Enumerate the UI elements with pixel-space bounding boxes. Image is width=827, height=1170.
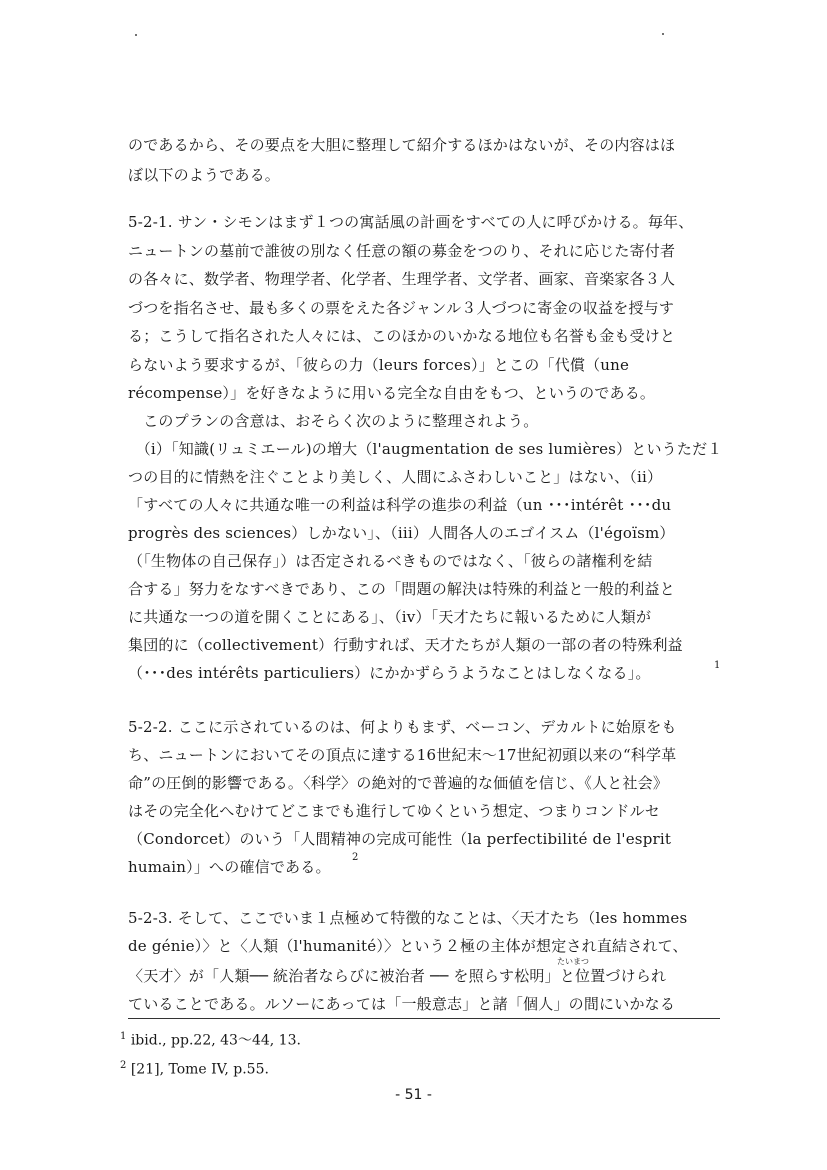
body-line: らないよう要求するが、「彼らの力（leurs forces）」とこの「代償（une bbox=[128, 356, 630, 374]
footnote-text: [21], Tome IV, p.55. bbox=[126, 1061, 269, 1078]
body-line: récompense）」を好きなように用いる完全な自由をもつ、というのである。 bbox=[128, 384, 656, 402]
section-heading-line: 5-2-1. サン・シモンはまず１つの寓話風の計画をすべての人に呼びかける。毎年、 bbox=[128, 213, 694, 231]
body-line: de génie）〉と〈人類（l'humanité）〉という２極の主体が想定され直結されて、 bbox=[128, 937, 688, 955]
footnote-text: ibid., pp.22, 43～44, 13. bbox=[126, 1032, 301, 1049]
body-line: 「すべての人々に共通な唯一の利益は科学の進歩の利益（un ･･･intérêt ･･･du bbox=[128, 496, 672, 514]
scan-speck bbox=[662, 33, 664, 35]
footnote-mark: 1 bbox=[120, 1031, 127, 1042]
body-line: に共通な一つの道を開くことにある」、（iv）「天才たちに報いるために人類が bbox=[128, 608, 652, 626]
footnote-separator bbox=[128, 1018, 720, 1019]
body-line: （「生物体の自己保存」）は否定されるべきものではなく、「彼らの諸権利を結 bbox=[128, 552, 653, 570]
body-line: づつを指名させ、最も多くの票をえた各ジャンル３人づつに寄金の収益を授与す bbox=[128, 299, 675, 317]
body-line: （Condorcet）のいう「人間精神の完成可能性（la perfectibilité de l'esprit bbox=[128, 830, 672, 848]
body-line: ニュートンの墓前で誰彼の別なく任意の額の募金をつのり、それに応じた寄付者 bbox=[128, 242, 676, 260]
body-line: （i）「知識(リュミエール)の増大（l'augmentation de ses lumières）というただ１ bbox=[128, 440, 723, 458]
body-line: 〈天才〉が「人類── 統治者ならびに被治者 ── を照らす松明」と位置づけられ bbox=[128, 967, 667, 985]
body-line: ていることである。ルソーにあっては「一般意志」と諸「個人」の間にいかなる bbox=[128, 995, 676, 1013]
body-line: のであるから、その要点を大胆に整理して紹介するほかはないが、その内容はほ bbox=[128, 136, 676, 154]
body-line: 集団的に（collectivement）行動すれば、天才たちが人類の一部の者の特殊利益 bbox=[128, 636, 683, 654]
body-line: ち、ニュートンにおいてその頂点に達する16世紀末～17世紀初頭以来の“科学革 bbox=[128, 746, 677, 764]
ruby-annotation: たいまつ bbox=[557, 957, 589, 966]
body-line: る；こうして指名された人々には、このほかのいかなる地位も名誉も金も受けと bbox=[128, 327, 676, 345]
footnote-ref: 1 bbox=[714, 660, 721, 671]
footnote-mark: 2 bbox=[120, 1060, 127, 1071]
footnote-2 bbox=[120, 1057, 269, 1079]
body-line: つの目的に情熱を注ぐことより美しく、人間にふさわしいこと」はない、（ii） bbox=[128, 468, 663, 486]
body-line: はその完全化へむけてどこまでも進行してゆくという想定、つまりコンドルセ bbox=[128, 802, 661, 820]
body-line: humain）」への確信である。 bbox=[128, 858, 331, 876]
footnote-1 bbox=[120, 1028, 301, 1050]
section-heading-line: 5-2-3. そして、ここでいま１点極めて特徴的なことは、〈天才たち（les hommes bbox=[128, 909, 688, 927]
page-number: - 51 - bbox=[395, 1087, 432, 1103]
body-line: このプランの含意は、おそらく次のように整理されよう。 bbox=[128, 412, 539, 430]
body-line: ぼ以下のようである。 bbox=[128, 166, 281, 184]
scan-speck bbox=[135, 34, 137, 36]
body-line: の各々に、数学者、物理学者、化学者、生理学者、文学者、画家、音楽家各３人 bbox=[128, 270, 676, 288]
body-line: 命”の圧倒的影響である。〈科学〉の絶対的で普遍的な価値を信じ、《人と社会》 bbox=[128, 774, 669, 792]
footnote-ref: 2 bbox=[352, 852, 359, 863]
section-heading-line: 5-2-2. ここに示されているのは、何よりもまず、ベーコン、デカルトに始原をも bbox=[128, 718, 677, 736]
body-line: 合する」努力をなすべきであり、この「問題の解決は特殊的利益と一般的利益と bbox=[128, 580, 675, 598]
body-line: （･･･des intérêts particuliers）にかかずらうようなことはしなくなる」。 bbox=[128, 664, 651, 682]
body-line: progrès des sciences）しかない」、（iii）人間各人のエゴイスム（l'égoïsm） bbox=[128, 524, 675, 542]
